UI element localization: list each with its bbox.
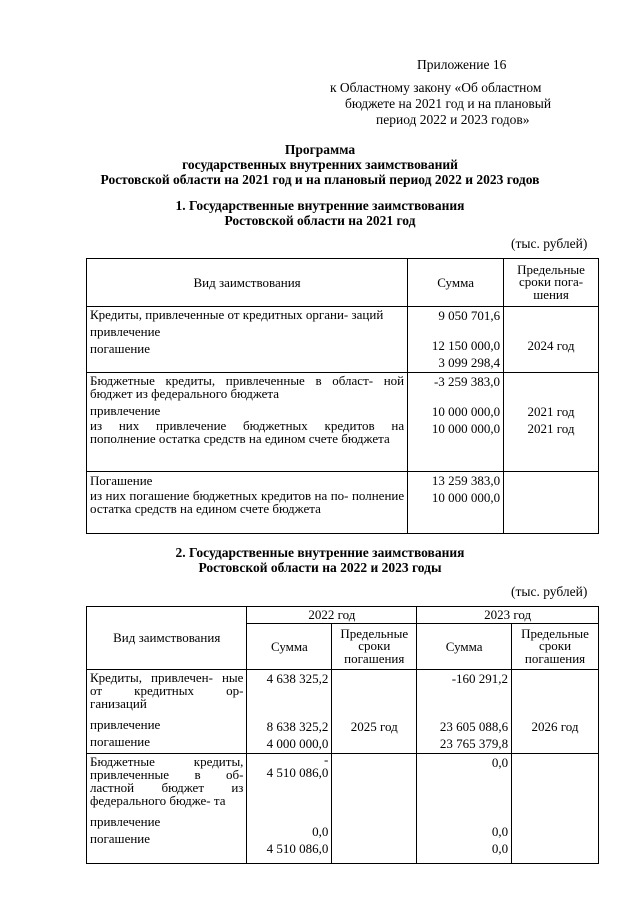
header-term: Предельные сроки пога- шения [504,259,599,307]
section1-table [86,258,599,534]
program-title-line-2: государственных внутренних заимствований [182,157,458,172]
s2-commercial-total-2022: 4 638 325,2 [266,671,329,686]
header2-type: Вид заимствования [87,607,247,670]
header2-term-2023: Предельные сроки погашения [512,624,599,670]
section2-group-commercial [87,670,599,754]
commercial-sums [408,307,504,373]
s2-commercial-attraction-2023: 23 605 088,6 [439,719,509,734]
commercial-attraction-term: 2024 год [527,338,575,353]
header2-year-2023: 2023 год [417,607,599,624]
s2-commercial-term-2022: 2025 год [350,719,398,734]
commercial-labels [87,307,408,373]
appendix-law-line-2: бюджете на 2021 год и на плановый [345,96,552,111]
repayment-total: 13 259 383,0 [431,473,501,488]
program-title-line-3: Ростовской области на 2021 год и на плановый период 2022 и 2023 годов [100,172,540,187]
section1-title-line-2: Ростовской области на 2021 год [224,213,416,228]
commercial-total: 9 050 701,6 [438,308,501,323]
s2-budget-labels [87,754,247,864]
section2-units: (тыс. рублей) [511,584,588,599]
s2-budget-sums-2023 [417,754,512,864]
header2-year-2022: 2022 год [247,607,417,624]
appendix-number: Приложение 16 [417,57,507,72]
appendix-law-line-3: период 2022 и 2023 годов» [376,112,530,127]
s2-budget-attraction-label: привлечение [90,814,161,829]
s2-budget-total-2022: 4 510 086,0 [266,764,329,780]
commercial-attraction-sum: 12 150 000,0 [431,338,501,353]
commercial-repayment-label: погашение [90,341,151,356]
s2-budget-attraction-2023: 0,0 [491,824,509,839]
header2-sum-2022: Сумма [247,624,332,670]
repayment-sums [408,472,504,534]
budget-labels [87,373,408,472]
s2-commercial-repayment-2023: 23 765 379,8 [439,736,509,751]
s2-budget-term-2023-cell [512,754,599,864]
commercial-repayment-sum: 3 099 298,4 [438,355,501,370]
commercial-attraction-label: привлечение [90,324,161,339]
section2-group-budget [87,754,599,864]
header2-sum-2023: Сумма [417,624,512,670]
s2-budget-repayment-2023: 0,0 [491,841,509,856]
section1-group-budget [87,373,599,472]
s2-budget-total-2022-dash: - [323,752,329,767]
repayment-labels [87,472,408,534]
s2-budget-repayment-2022: 4 510 086,0 [266,841,329,856]
s2-commercial-sums-2022 [247,670,332,754]
s2-commercial-title: Кредиты, привлечен- ные от кредитных ор- ганизаций [90,670,244,711]
s2-budget-attraction-2022: 0,0 [312,824,329,839]
budget-title: Бюджетные кредиты, привлеченные в област- ной бюджет из федерального бюджета [90,373,405,401]
budget-sums [408,373,504,472]
budget-terms [504,373,599,472]
s2-commercial-term-2023-cell [512,670,599,754]
s2-commercial-total-2023: -160 291,2 [451,671,509,686]
header2-term-2022: Предельные сроки погашения [332,624,417,670]
budget-total: -3 259 383,0 [433,374,501,389]
s2-commercial-term-2023: 2026 год [531,719,579,734]
repayment-of-which: из них погашение бюджетных кредитов на по- полнение остатка средств на едином счете бюджета [90,488,405,516]
budget-of-which-sum: 10 000 000,0 [431,421,501,436]
budget-attraction-term: 2021 год [527,404,575,419]
section1-title-line-1: 1. Государственные внутренние заимствования [175,198,465,213]
budget-of-which-term: 2021 год [527,421,575,436]
section2-title-line-1: 2. Государственные внутренние заимствования [175,545,465,560]
commercial-title: Кредиты, привлеченные от кредитных органи- заций [90,307,384,322]
s2-commercial-attraction-label: привлечение [90,717,161,732]
s2-budget-title: Бюджетные кредиты, привлеченные в об- ластной бюджет из федерального бюдже- та [90,754,244,808]
section1-units: (тыс. рублей) [511,236,588,251]
budget-attraction-sum: 10 000 000,0 [431,404,501,419]
s2-commercial-attraction-2022: 8 638 325,2 [266,719,329,734]
section1-group-repayment [87,472,599,534]
commercial-terms [504,307,599,373]
budget-attraction-label: привлечение [90,403,161,418]
s2-commercial-sums-2023 [417,670,512,754]
header-type: Вид заимствования [87,259,408,307]
appendix-law-line-1: к Областному закону «Об областном [330,80,542,95]
s2-commercial-repayment-label: погашение [90,734,151,749]
budget-of-which: из них привлечение бюджетных кредитов на пополнение остатка средств на едином счете бюджета [90,418,405,446]
section2-table [86,606,599,864]
repayment-title: Погашение [90,473,153,488]
program-title-line-1: Программа [284,142,356,157]
s2-commercial-repayment-2022: 4 000 000,0 [266,736,329,751]
section2-title-line-2: Ростовской области на 2022 и 2023 годы [198,560,442,575]
s2-budget-term-2022-cell [332,754,417,864]
section1-group-commercial [87,307,599,373]
s2-budget-sums-2022 [247,754,332,864]
header-sum: Сумма [408,259,504,307]
s2-commercial-labels [87,670,247,754]
repayment-terms [504,472,599,534]
repayment-of-which-sum: 10 000 000,0 [431,490,501,505]
s2-budget-repayment-label: погашение [90,831,151,846]
section2-header-row-1 [87,607,599,624]
s2-budget-total-2023: 0,0 [491,755,509,770]
section1-header-row [87,259,599,307]
s2-commercial-term-2022-cell [332,670,417,754]
